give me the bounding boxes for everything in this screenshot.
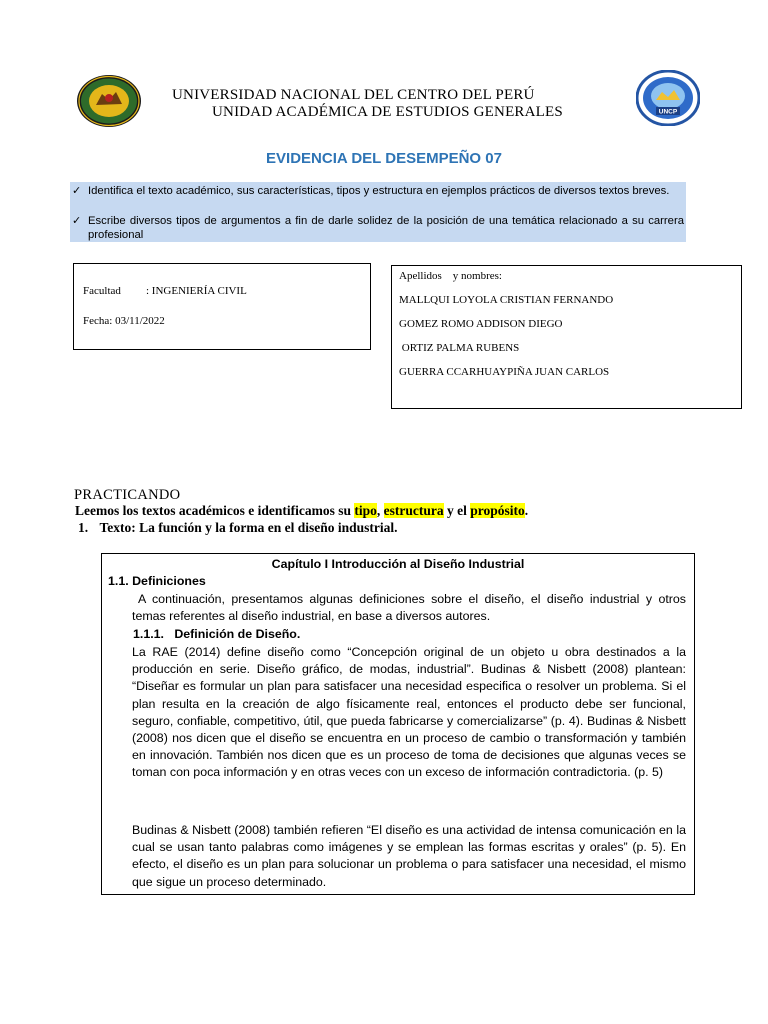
student-names-box xyxy=(391,265,742,409)
student-name: ORTIZ PALMA RUBENS xyxy=(399,342,520,354)
practice-heading: PRACTICANDO xyxy=(74,487,181,503)
uncp-logo-text: UNCP xyxy=(658,108,678,116)
evidence-title: EVIDENCIA DEL DESEMPEÑO 07 xyxy=(266,150,502,167)
highlight-estructura: estructura xyxy=(383,503,444,518)
student-name: MALLQUI LOYOLA CRISTIAN FERNANDO xyxy=(399,294,614,306)
reading-text-box xyxy=(101,553,695,895)
checkmark-icon: ✓ xyxy=(72,215,82,227)
uncp-seal-logo xyxy=(636,70,700,126)
academic-unit-name: UNIDAD ACADÉMICA DE ESTUDIOS GENERALES xyxy=(212,104,563,120)
faculty-date-box xyxy=(73,263,371,350)
student-name: GUERRA CCARHUAYPIÑA JUAN CARLOS xyxy=(399,366,610,378)
item-text: Texto: La función y la forma en el diseño industrial. xyxy=(99,520,398,535)
definition-paragraph-2: Budinas & Nisbett (2008) también refieren “El diseño es una actividad de intensa comunicación en la cual se usan tanto palabras como imágenes y se emplean las formas escritas y orales” (p. 5). En efecto, el diseño es un plan para solucionar un problema o para satisfacer una necesidad, el mismo que sigue un proceso determinado. xyxy=(132,823,686,889)
competencies-box xyxy=(70,182,686,242)
text-item-title xyxy=(78,520,398,536)
section-heading: 1.1. Definiciones xyxy=(108,574,206,588)
university-name: UNIVERSIDAD NACIONAL DEL CENTRO DEL PERÚ xyxy=(172,87,535,103)
definition-paragraph: La RAE (2014) define diseño como “Concepción original de un objeto u obra destinados a la producción en serie. Diseño gráfico, de modas, industrial”. Budinas & Nisbett (2008) plantean: “Diseñar es formular un plan para satisfacer una necesidad especifica o resolver un problema. Si el plan resulta en la creación de algo físicamente real, entonces el producto debe ser funcional, seguro, confiable, competitivo, útil, que pueda fabricarse y comercializarse” (p. 4). Budinas & Nisbett (2008) nos dicen que el diseño se encuentra en un proceso de cambio o transformación y también en innovación. También nos dicen que es un proceso de toma de decisiones que algunas veces se toman con poca información y en otras veces con un exceso de información contradictoria. (p. 5) xyxy=(132,645,686,780)
competency-text: Identifica el texto académico, sus características, tipos y estructura en ejemplos prácticos de diversos textos breves. xyxy=(88,185,670,197)
subsection-heading: 1.1.1. Definición de Diseño. xyxy=(133,627,301,641)
practice-instruction: Leemos los textos académicos e identificamos su tipo, estructura y el propósito. xyxy=(75,503,529,518)
names-label: Apellidos y nombres: xyxy=(399,270,502,282)
competency-text: Escribe diversos tipos de argumentos a fin de darle solidez de la posición de una temática relacionado a su carrera profesional xyxy=(88,215,684,241)
university-seal-logo xyxy=(76,74,142,128)
competency-item xyxy=(72,184,684,198)
faculty-label: Facultad xyxy=(83,285,121,297)
highlight-tipo: tipo xyxy=(354,503,377,518)
chapter-title: Capítulo I Introducción al Diseño Industrial xyxy=(271,557,525,571)
item-number: 1. xyxy=(78,520,89,535)
date-field: Fecha: 03/11/2022 xyxy=(83,315,165,327)
competency-item xyxy=(72,214,684,242)
student-name: GOMEZ ROMO ADDISON DIEGO xyxy=(399,318,563,330)
highlight-proposito: propósito xyxy=(470,503,525,518)
intro-paragraph: A continuación, presentamos algunas definiciones sobre el diseño, el diseño industrial y otros temas referentes al diseño industrial, en base a diversos autores. xyxy=(132,592,686,624)
faculty-value: : INGENIERÍA CIVIL xyxy=(146,285,247,297)
checkmark-icon: ✓ xyxy=(72,185,82,197)
